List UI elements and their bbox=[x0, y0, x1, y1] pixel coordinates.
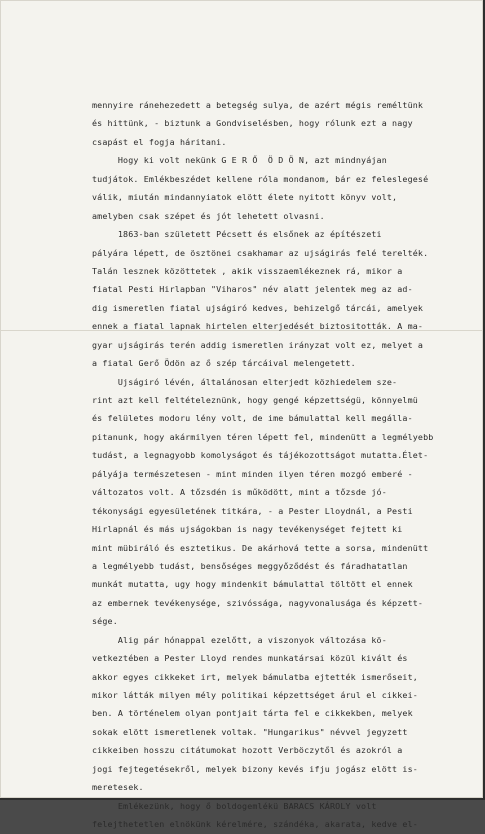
text-line: pályára lépett, de ösztönei csakhamar az ujságirás felé terelték. bbox=[92, 247, 429, 258]
text-line: meretesek. bbox=[92, 782, 144, 793]
text-line: az embernek tevékenysége, szivóssága, nagyvonalusága és képzett- bbox=[92, 597, 424, 608]
text-line: amelyben csak szépet és jót lehetett olvasni. bbox=[92, 210, 325, 221]
text-line: és felületes modoru lény volt, de ime bámulattal kell megálla- bbox=[92, 413, 413, 424]
text-line: sége. bbox=[92, 616, 118, 627]
text-line: gyar ujságirás terén addig ismeretlen irányzat volt ez, melyet a bbox=[92, 339, 424, 350]
text-line: fiatal Pesti Hirlapban "Viharos" név alatt jelentek meg az ad- bbox=[92, 284, 413, 295]
text-line: munkát mutatta, ugy hogy mindenkit bámulattal töltött el ennek bbox=[92, 579, 413, 590]
text-line: tudást, a legnagyobb komolyságot és tájékozottságot mutatta.Élet- bbox=[92, 450, 429, 461]
text-line: tudjátok. Emlékbeszédet kellene róla mondanom, bár ez feleslegesé bbox=[92, 173, 429, 184]
typed-text-body bbox=[92, 96, 467, 834]
text-line: sokak elött ismeretlenek voltak. "Hungarikus" névvel jegyzett bbox=[92, 726, 408, 737]
text-line: pályája természetesen - mint minden ilyen téren mozgó emberé - bbox=[92, 468, 413, 479]
text-line: Hogy ki volt nekünk G E R Ő Ö D Ö N, azt mindnyájan bbox=[92, 155, 387, 166]
text-line: a fiatal Gerő Ödön az ő szép tárcáival melengetett. bbox=[92, 358, 356, 369]
text-line: csapást el fogja háritani. bbox=[92, 136, 227, 147]
text-line: cikkeiben hosszu citátumokat hozott Verböczytől és azokról a bbox=[92, 745, 403, 756]
text-line: Emlékezünk, hogy ő boldogemlékü BARACS KÁROLY volt bbox=[92, 800, 377, 811]
text-line: dig ismeretlen fiatal ujságiró kedves, behizelgő tárcái, amelyek bbox=[92, 302, 424, 313]
text-line: válik, miután mindannyiatok elött élete nyitott könyv volt, bbox=[92, 192, 398, 203]
text-line: tékonysági egyesületének titkára, - a Pester Lloydnál, a Pesti bbox=[92, 505, 413, 516]
text-line: ennek a fiatal lapnak hirtelen elterjedését biztositották. A ma- bbox=[92, 321, 424, 332]
text-line: a legmélyebb tudást, bensőséges meggyőződést és fáradhatatlan bbox=[92, 560, 408, 571]
text-line: ben. A történelem olyan pontjait tárta fel e cikkekben, melyek bbox=[92, 708, 413, 719]
text-line: Ujságiró lévén, általánosan elterjedt közhiedelem sze- bbox=[92, 376, 398, 387]
text-line: vetkeztében a Pester Lloyd rendes munkatársai közül kivált és bbox=[92, 653, 408, 664]
text-line: változatos volt. A tőzsdén is működött, mint a tőzsde jó- bbox=[92, 487, 387, 498]
text-line: jogi fejtegetésekről, melyek bizony kevés ifju jogász elött is- bbox=[92, 763, 418, 774]
text-line: mikor látták milyen mély politikai képzettséget árul el cikkei- bbox=[92, 690, 418, 700]
text-line: pitanunk, hogy akármilyen téren lépett fel, mindenütt a legmélyebb bbox=[92, 431, 434, 442]
text-line: akkor egyes cikkeket irt, melyek bámulatba ejtették ismerőseit, bbox=[92, 671, 418, 682]
text-line: és hittünk, - biztunk a Gondviselésben, hogy rólunk ezt a nagy bbox=[92, 118, 413, 129]
text-line: mint mübiráló és esztetikus. De akárhová tette a sorsa, mindenütt bbox=[92, 542, 429, 553]
text-line: rint azt kell feltételeznünk, hogy gengé képzettségü, könnyelmü bbox=[92, 395, 418, 405]
text-line: 1863-ban született Pécsett és elsőnek az építészeti bbox=[92, 229, 382, 240]
text-line: mennyire ránehezedett a betegség sulya, de azért mégis reméltünk bbox=[92, 100, 424, 110]
text-line: Alig pár hónappal ezelőtt, a viszonyok változása kö- bbox=[92, 634, 387, 645]
text-line: felejthetetlen elnökünk kérelmére, szándéka, akarata, kedve el- bbox=[92, 819, 418, 830]
text-line: Hirlapnál és más ujságokban is nagy tevékenységet fejtett ki bbox=[92, 524, 403, 535]
text-line: Talán lesznek közöttetek , akik visszaemlékeznek rá, mikor a bbox=[92, 265, 403, 276]
